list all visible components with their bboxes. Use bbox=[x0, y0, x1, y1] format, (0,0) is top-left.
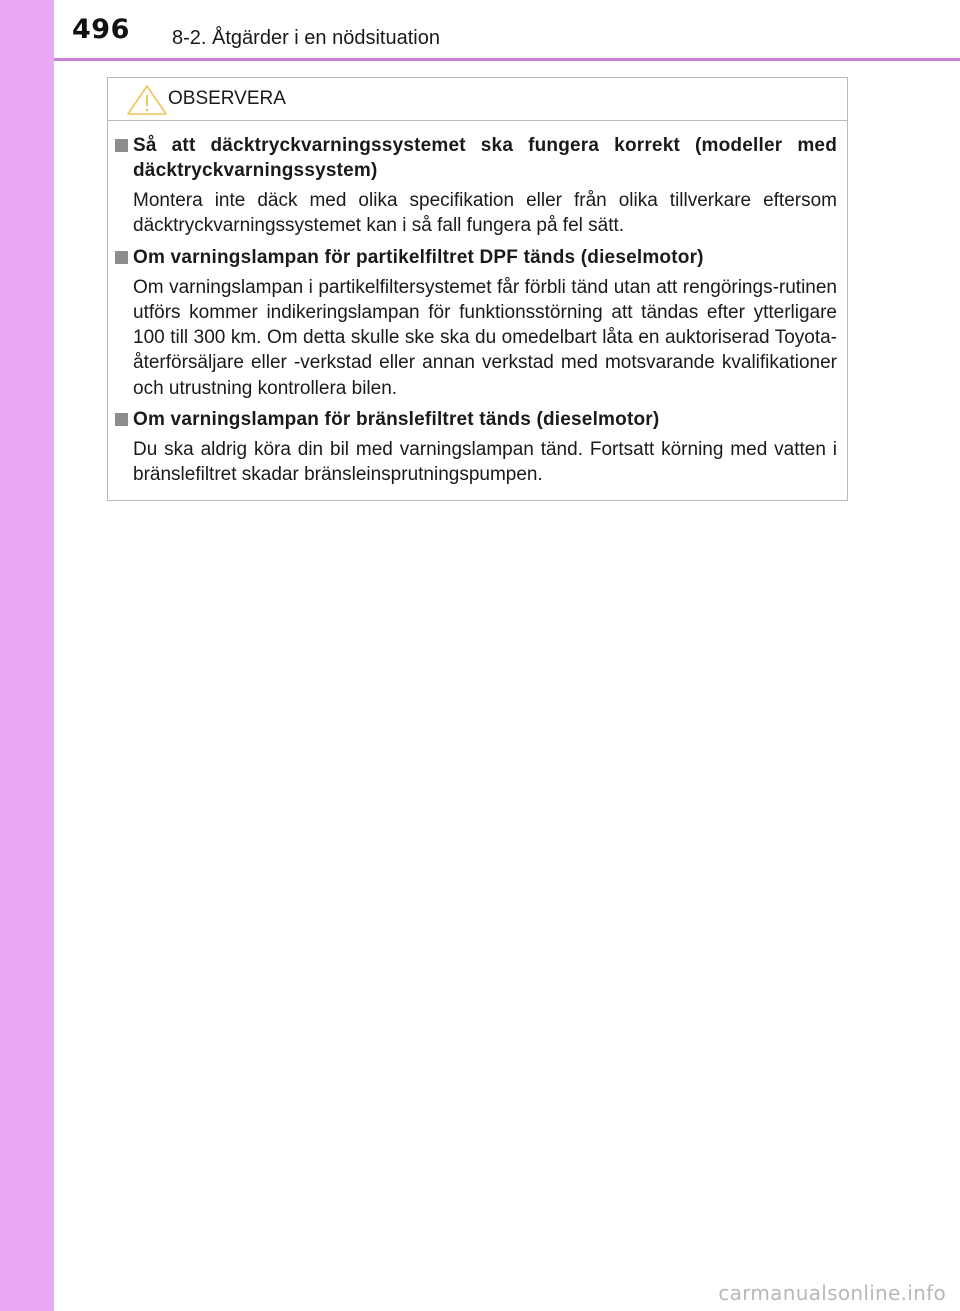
notice-item-body: Du ska aldrig köra din bil med varningslampan tänd. Fortsatt körning med vatten i bränslefiltret skadar bränsleinsprutningspumpen. bbox=[133, 439, 837, 486]
notice-box bbox=[107, 77, 848, 501]
notice-item-heading-text: Om varningslampan för bränslefiltret tänds (dieselmotor) bbox=[133, 409, 660, 431]
notice-item-heading-text: Så att däcktryckvarningssystemet ska fungera korrekt (modeller med däcktryckvarningssystem) bbox=[133, 135, 837, 181]
square-bullet-icon bbox=[115, 413, 128, 426]
notice-item-body: Om varningslampan i partikelfiltersystemet får förbli tänd utan att rengörings-rutinen utförs kommer indikeringslampan för funktionsstörning att tändas efter ytterligare 100 till 300 km. Om detta skulle ske ska du omedelbart låta en auktoriserad Toyota-återförsäljare eller -verkstad eller annan verkstad med motsvarande kvalifikationer och utrustning kontrollera bilen. bbox=[133, 276, 837, 399]
side-color-strip bbox=[0, 0, 54, 1311]
notice-item bbox=[108, 407, 847, 488]
notice-item-heading bbox=[108, 245, 847, 270]
warning-triangle-icon bbox=[126, 84, 168, 116]
notice-item bbox=[108, 133, 847, 239]
notice-content bbox=[108, 133, 847, 494]
section-title: 8-2. Åtgärder i en nödsituation bbox=[172, 27, 440, 49]
square-bullet-icon bbox=[115, 251, 128, 264]
notice-header bbox=[108, 78, 847, 121]
notice-item-heading bbox=[108, 407, 847, 432]
square-bullet-icon bbox=[115, 139, 128, 152]
notice-title: OBSERVERA bbox=[168, 88, 286, 109]
notice-item-heading-text: Om varningslampan för partikelfiltret DPF tänds (dieselmotor) bbox=[133, 246, 704, 268]
watermark-text: carmanualsonline.info bbox=[718, 1281, 946, 1305]
header-divider bbox=[54, 58, 960, 61]
notice-item bbox=[108, 245, 847, 401]
notice-item-body: Montera inte däck med olika specifikation eller från olika tillverkare eftersom däcktryckvarningssystemet kan i så fall fungera på fel sätt. bbox=[133, 190, 837, 237]
page-number: 496 bbox=[72, 14, 130, 45]
notice-item-heading bbox=[108, 133, 847, 183]
